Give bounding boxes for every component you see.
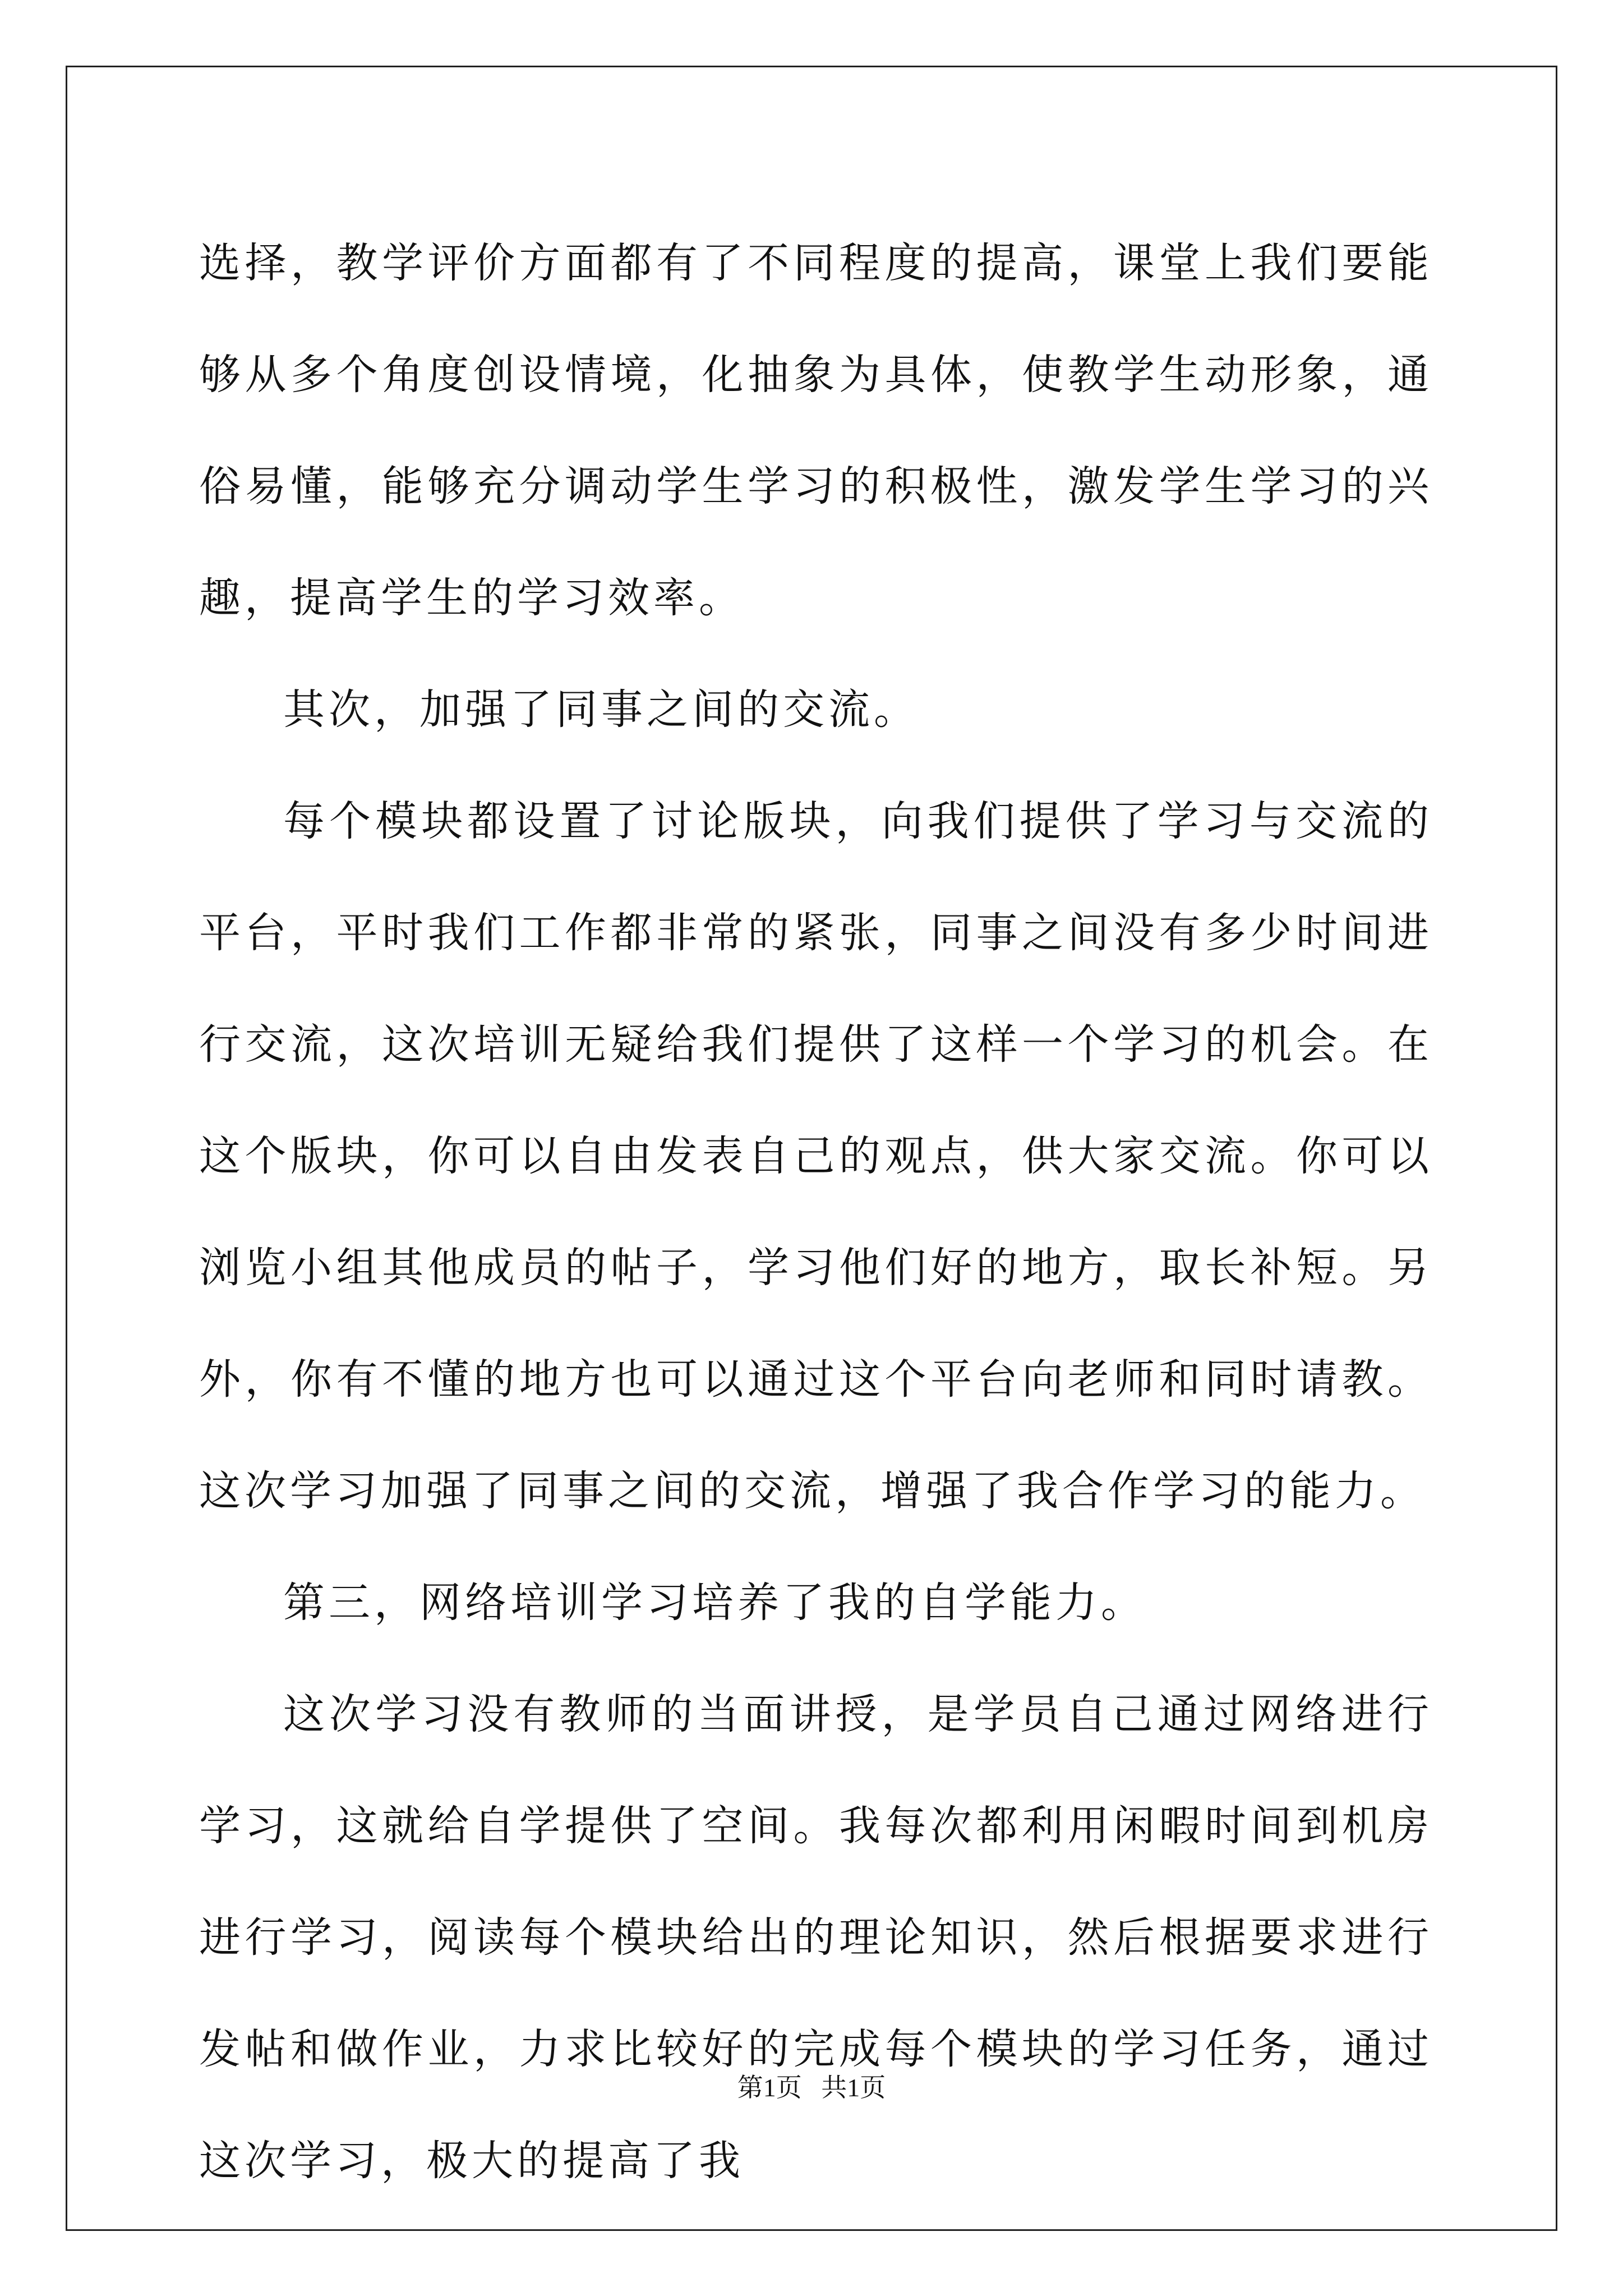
page-footer <box>0 2067 1623 2104</box>
paragraph-3: 每个模块都设置了讨论版块，向我们提供了学习与交流的平台，平时我们工作都非常的紧张，同事之间没有多少时间进行交流，这次培训无疑给我们提供了这样一个学习的机会。在这个版块，你可以自由发表自己的观点，供大家交流。你可以浏览小组其他成员的帖子，学习他们好的地方，取长补短。另外，你有不懂的地方也可以通过这个平台向老师和同时请教。这次学习加强了同事之间的交流，增强了我合作学习的能力。 <box>199 797 1433 1515</box>
paragraph-2-heading: 其次，加强了同事之间的交流。 <box>283 685 919 734</box>
paragraph-5: 这次学习没有教师的当面讲授，是学员自己通过网络进行学习，这就给自学提供了空间。我每次都利用闲暇时间到机房进行学习，阅读每个模块给出的理论知识，然后根据要求进行发帖和做作业，力求比较好的完成每个模块的学习任务，通过这次学习，极大的提高了我 <box>199 1690 1433 2185</box>
paragraph-4-heading: 第三，网络培训学习培养了我的自学能力。 <box>283 1579 1146 1627</box>
paragraph-1: 选择，教学评价方面都有了不同程度的提高，课堂上我们要能够从多个角度创设情境，化抽象为具体，使教学生动形象，通俗易懂，能够充分调动学生学习的积极性，激发学生学习的兴趣，提高学生的学习效率。 <box>199 239 1433 622</box>
page-number: 第1页 共1页 <box>737 2073 886 2102</box>
document-body <box>199 208 1433 2217</box>
